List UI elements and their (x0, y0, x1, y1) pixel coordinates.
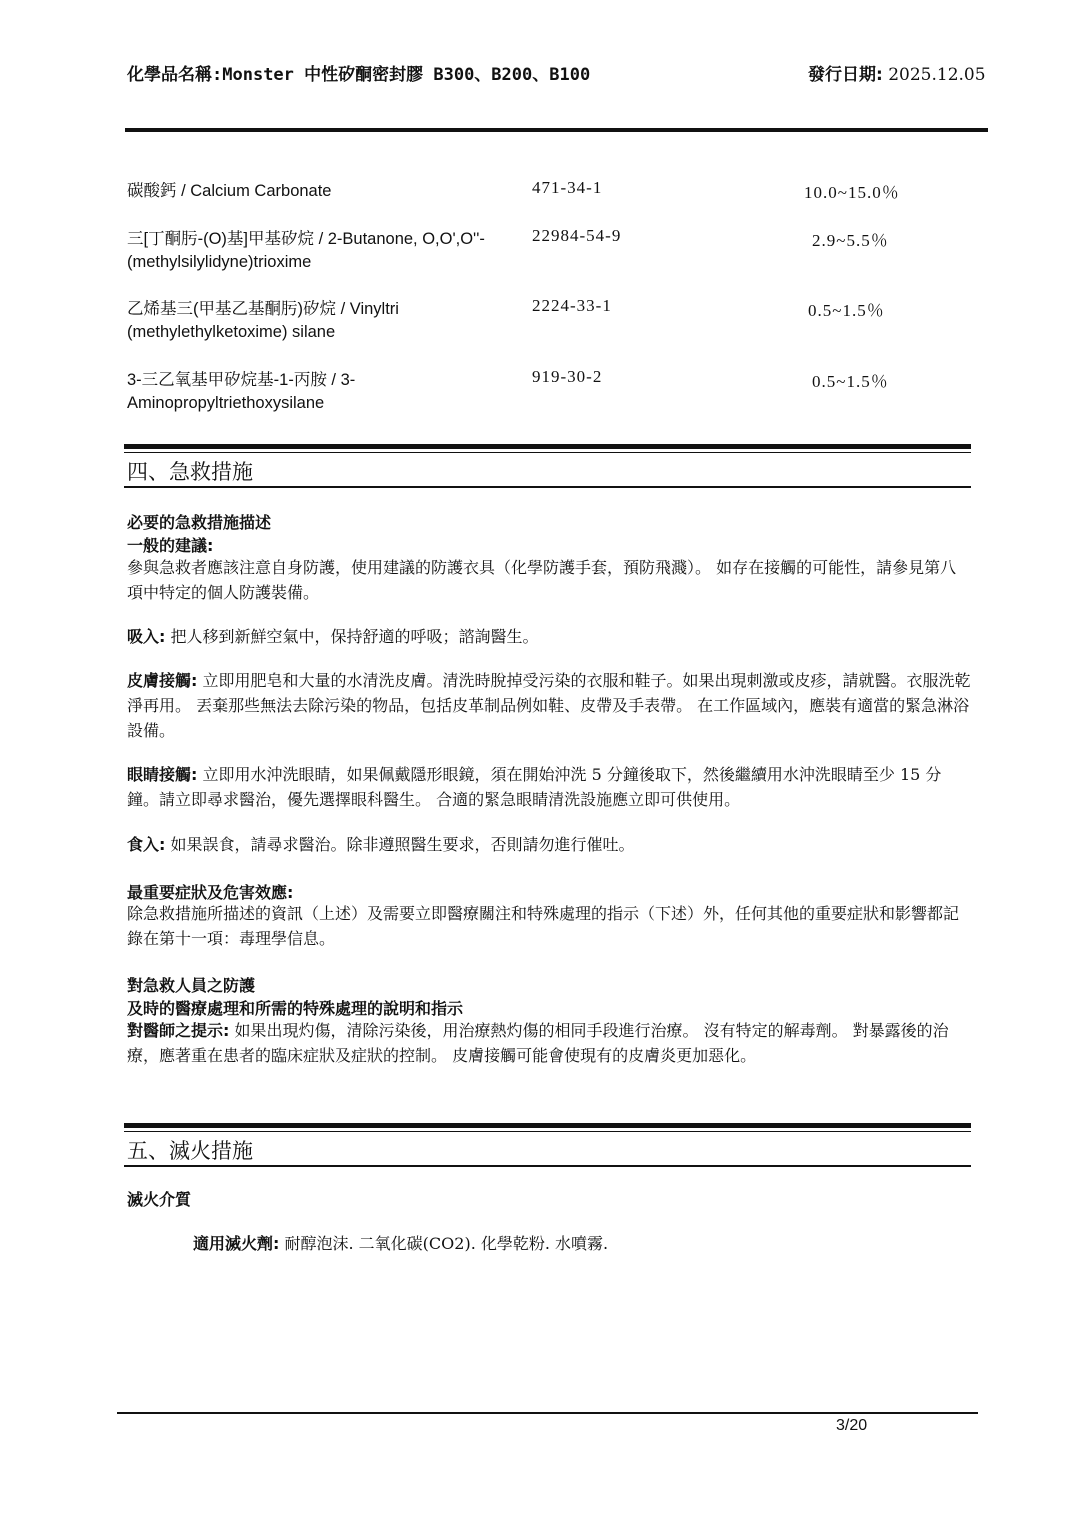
suitable-media-label: 適用滅火劑: (193, 1234, 280, 1253)
eye-contact-paragraph (127, 762, 972, 812)
section-divider (124, 486, 971, 488)
subheading: 對急救人員之防護 (127, 976, 256, 995)
inhalation-text: 把人移到新鮮空氣中，保持舒適的呼吸；諮詢醫生。 (170, 627, 539, 646)
subheading: 及時的醫療處理和所需的特殊處理的說明和指示 (127, 999, 464, 1018)
eye-contact-text: 立即用水沖洗眼睛，如果佩戴隱形眼鏡，須在開始沖洗 5 分鐘後取下，然後繼續用水沖洗眼睛至少 15 分鐘。請立即尋求醫治，優先選擇眼科醫生。 合適的緊急眼睛清洗設施應立即可供使用。 (127, 765, 942, 809)
section-divider (124, 1123, 971, 1128)
physician-note-text: 如果出現灼傷，清除污染後，用治療熱灼傷的相同手段進行治療。 沒有特定的解毒劑。 對暴露後的治療，應著重在患者的臨床症狀及症狀的控制。 皮膚接觸可能會使現有的皮膚炎更加惡化。 (127, 1021, 949, 1065)
issue-date-label: 發行日期: (808, 65, 883, 85)
issue-date (808, 60, 986, 85)
chemical-name: Monster 中性矽酮密封膠 B300、B200、B100 (222, 65, 591, 85)
suitable-media-text: 耐醇泡沫. 二氧化碳(CO2). 化學乾粉. 水噴霧. (284, 1234, 609, 1253)
eye-contact-label: 眼睛接觸: (127, 765, 198, 784)
symptoms-text: 除急救措施所描述的資訊（上述）及需要立即醫療關注和特殊處理的指示（下述）外，任何其他的重要症狀和影響都記錄在第十一項：毒理學信息。 (127, 904, 960, 948)
page-number: 3/20 (836, 1417, 868, 1434)
component-percent: 0.5~1.5％ (812, 372, 889, 391)
ingestion-label: 食入: (127, 835, 166, 854)
component-percent: 10.0~15.0％ (804, 183, 900, 202)
component-percent: 2.9~5.5％ (812, 231, 889, 250)
component-name: 三[丁酮肟-(O)基]甲基矽烷 / 2-Butanone, O,O',O''-(methylsilylidyne)trioxime (127, 230, 485, 271)
ingestion-text: 如果誤食，請尋求醫治。除非遵照醫生要求，否則請勿進行催吐。 (170, 835, 635, 854)
component-cas: 919-30-2 (532, 367, 603, 386)
skin-contact-label: 皮膚接觸: (127, 671, 198, 690)
header-divider (125, 128, 988, 132)
physician-note-paragraph (127, 1018, 972, 1068)
inhalation-paragraph (127, 624, 972, 649)
component-name: 乙烯基三(甲基乙基酮肟)矽烷 / Vinyltri (methylethylketoxime) silane (127, 300, 399, 341)
component-percent: 0.5~1.5％ (808, 301, 885, 320)
component-cas: 22984-54-9 (532, 226, 622, 245)
physician-note-label: 對醫師之提示: (127, 1021, 230, 1040)
inhalation-label: 吸入: (127, 627, 166, 646)
section-divider (124, 452, 971, 453)
component-name: 碳酸鈣 / Calcium Carbonate (127, 182, 332, 200)
component-name: 3-三乙氧基甲矽烷基-1-丙胺 / 3-Aminopropyltriethoxysilane (127, 371, 356, 412)
section-divider (124, 444, 971, 449)
subheading: 最重要症狀及危害效應: (127, 883, 294, 902)
general-advice-text: 參與急救者應該注意自身防護，使用建議的防護衣具（化學防護手套，預防飛濺）。 如存在接觸的可能性，請參見第八項中特定的個人防護裝備。 (127, 558, 957, 602)
footer-divider (117, 1412, 978, 1414)
issue-date-value: 2025.12.05 (888, 65, 986, 85)
component-cas: 471-34-1 (532, 178, 603, 197)
section-title: 五、滅火措施 (127, 1139, 253, 1163)
section-divider (124, 1165, 971, 1167)
component-cas: 2224-33-1 (532, 296, 612, 315)
section-divider (124, 1131, 971, 1132)
chemical-name-label: 化學品名稱: (127, 65, 223, 85)
chemical-name-heading (127, 60, 590, 85)
subheading: 滅火介質 (127, 1190, 192, 1209)
section-title: 四、急救措施 (127, 460, 253, 484)
ingestion-paragraph (127, 832, 972, 857)
skin-contact-paragraph (127, 668, 972, 743)
suitable-media-paragraph (193, 1231, 973, 1256)
subheading: 必要的急救措施描述 (127, 513, 272, 532)
subheading: 一般的建議: (127, 536, 214, 555)
skin-contact-text: 立即用肥皂和大量的水清洗皮膚。清洗時脫掉受污染的衣服和鞋子。如果出現刺激或皮疹，請就醫。衣服洗乾淨再用。 丟棄那些無法去除污染的物品，包括皮革制品例如鞋、皮帶及手表帶。 在工作區域內，應裝有適當的緊急淋浴設備。 (127, 671, 971, 740)
